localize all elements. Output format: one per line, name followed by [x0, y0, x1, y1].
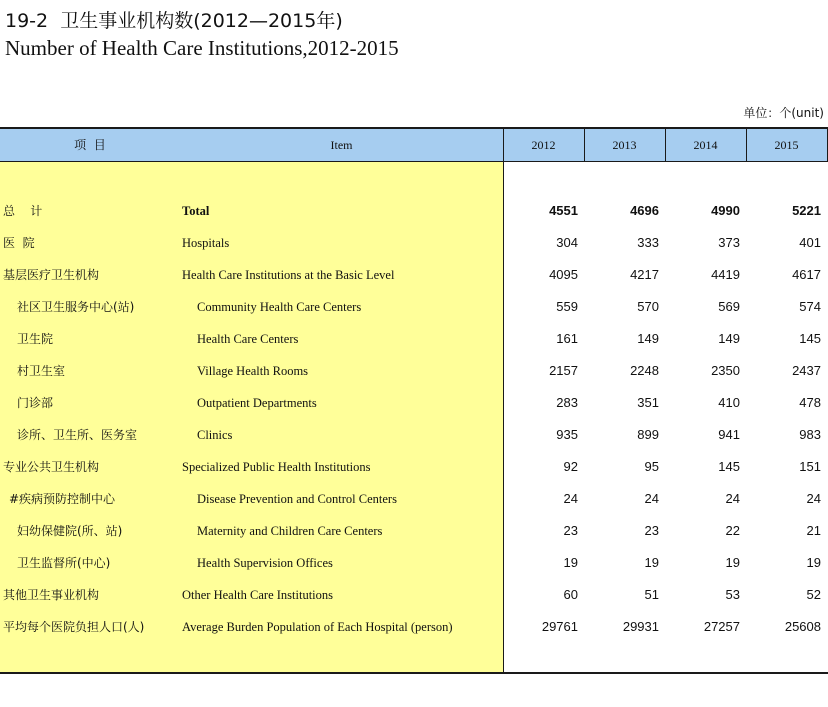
value-cell-2014: 149 — [718, 331, 740, 346]
table-row — [0, 547, 828, 579]
value-cell-2012: 304 — [556, 235, 578, 250]
value-cell-2013: 4217 — [630, 267, 659, 282]
value-cell-2015: 145 — [799, 331, 821, 346]
row-label-chinese: #疾病预防控制中心 — [9, 492, 116, 506]
table-row — [0, 259, 828, 291]
value-cell-2012: 23 — [563, 523, 578, 538]
value-cell-2015: 2437 — [792, 363, 821, 378]
row-label-english: Average Burden Population of Each Hospital (person) — [182, 620, 453, 634]
table-row — [0, 323, 828, 355]
row-label-english: Other Health Care Institutions — [182, 588, 334, 602]
row-label-english: Outpatient Departments — [197, 396, 317, 410]
row-label-chinese: 医 院 — [3, 236, 35, 250]
value-cell-2013: 24 — [644, 491, 659, 506]
row-label-chinese: 基层医疗卫生机构 — [3, 268, 100, 282]
column-divider — [746, 127, 747, 162]
value-cell-2015: 574 — [799, 299, 821, 314]
row-label-chinese: 社区卫生服务中心(站) — [17, 300, 135, 314]
row-label-english: Specialized Public Health Institutions — [182, 460, 371, 474]
row-label-chinese: 专业公共卫生机构 — [3, 460, 100, 474]
value-cell-2012: 935 — [556, 427, 578, 442]
value-cell-2014: 2350 — [711, 363, 740, 378]
value-cell-2013: 51 — [644, 587, 659, 602]
value-cell-2012: 4551 — [549, 203, 578, 218]
value-cell-2013: 2248 — [630, 363, 659, 378]
value-cell-2014: 27257 — [703, 619, 740, 634]
value-cell-2013: 4696 — [630, 203, 659, 218]
value-cell-2012: 19 — [563, 555, 578, 570]
table-row — [0, 515, 828, 547]
table-row — [0, 291, 828, 323]
row-label-english: Health Supervision Offices — [197, 556, 333, 570]
value-cell-2015: 21 — [806, 523, 821, 538]
row-label-english: Health Care Institutions at the Basic Level — [182, 268, 395, 282]
unit-label: 单位：个(unit) — [743, 106, 824, 120]
table-row — [0, 355, 828, 387]
value-cell-2014: 4419 — [711, 267, 740, 282]
row-label-english: Hospitals — [182, 236, 230, 250]
table-row — [0, 387, 828, 419]
value-cell-2014: 145 — [718, 459, 740, 474]
table-bottom-rule — [0, 672, 828, 674]
value-cell-2014: 22 — [725, 523, 740, 538]
column-divider — [665, 127, 666, 162]
header-year-2014: 2014 — [693, 138, 718, 152]
value-cell-2012: 92 — [563, 459, 578, 474]
value-cell-2014: 19 — [725, 555, 740, 570]
row-label-chinese: 其他卫生事业机构 — [3, 588, 100, 602]
row-label-english: Total — [182, 204, 210, 218]
value-cell-2013: 23 — [644, 523, 659, 538]
header-year-2015: 2015 — [774, 138, 799, 152]
table-row — [0, 579, 828, 611]
row-label-chinese: 平均每个医院负担人口(人) — [3, 620, 145, 634]
row-label-chinese: 妇幼保健院(所、站) — [17, 524, 123, 538]
value-cell-2012: 60 — [563, 587, 578, 602]
value-cell-2013: 351 — [637, 395, 659, 410]
value-cell-2015: 983 — [799, 427, 821, 442]
table-row — [0, 451, 828, 483]
row-label-chinese: 村卫生室 — [17, 364, 66, 378]
value-cell-2014: 410 — [718, 395, 740, 410]
value-cell-2015: 478 — [799, 395, 821, 410]
value-cell-2013: 149 — [637, 331, 659, 346]
value-cell-2013: 899 — [637, 427, 659, 442]
value-cell-2012: 283 — [556, 395, 578, 410]
value-cell-2015: 25608 — [784, 619, 821, 634]
value-cell-2012: 161 — [556, 331, 578, 346]
row-label-chinese: 门诊部 — [17, 396, 54, 410]
table-row — [0, 195, 828, 227]
page-title-english: Number of Health Care Institutions,2012-2015 — [5, 36, 399, 60]
row-label-english: Disease Prevention and Control Centers — [197, 492, 397, 506]
value-cell-2012: 4095 — [549, 267, 578, 282]
value-cell-2012: 29761 — [541, 619, 578, 634]
value-cell-2012: 2157 — [549, 363, 578, 378]
value-cell-2015: 5221 — [792, 203, 821, 218]
row-label-english: Village Health Rooms — [197, 364, 309, 378]
header-item-chinese: 项 目 — [74, 138, 106, 152]
value-cell-2015: 4617 — [792, 267, 821, 282]
header-year-2012: 2012 — [531, 138, 556, 152]
value-cell-2015: 151 — [799, 459, 821, 474]
value-cell-2014: 569 — [718, 299, 740, 314]
value-cell-2015: 19 — [806, 555, 821, 570]
value-cell-2014: 24 — [725, 491, 740, 506]
row-label-english: Clinics — [197, 428, 233, 442]
table-row — [0, 611, 828, 643]
header-year-2013: 2013 — [612, 138, 637, 152]
value-cell-2013: 29931 — [622, 619, 659, 634]
value-cell-2013: 95 — [644, 459, 659, 474]
table-row — [0, 483, 828, 515]
row-label-chinese: 诊所、卫生所、医务室 — [17, 428, 138, 442]
value-cell-2014: 941 — [718, 427, 740, 442]
value-cell-2015: 24 — [806, 491, 821, 506]
value-cell-2013: 570 — [637, 299, 659, 314]
table-header — [0, 127, 828, 162]
row-label-english: Health Care Centers — [197, 332, 299, 346]
value-cell-2013: 19 — [644, 555, 659, 570]
table-row — [0, 419, 828, 451]
row-label-chinese: 卫生监督所(中心) — [17, 556, 111, 570]
data-table — [0, 127, 828, 674]
header-item-english: Item — [330, 138, 353, 152]
value-cell-2014: 373 — [718, 235, 740, 250]
value-cell-2012: 24 — [563, 491, 578, 506]
page-title-chinese: 19-2 卫生事业机构数(2012—2015年) — [5, 10, 343, 32]
value-cell-2014: 53 — [725, 587, 740, 602]
value-cell-2015: 401 — [799, 235, 821, 250]
row-label-english: Community Health Care Centers — [197, 300, 362, 314]
value-cell-2014: 4990 — [711, 203, 740, 218]
value-cell-2015: 52 — [806, 587, 821, 602]
row-label-chinese: 总 计 — [3, 204, 43, 218]
row-label-chinese: 卫生院 — [17, 332, 54, 346]
table-row — [0, 227, 828, 259]
value-cell-2012: 559 — [556, 299, 578, 314]
value-cell-2013: 333 — [637, 235, 659, 250]
column-divider — [584, 127, 585, 162]
row-label-english: Maternity and Children Care Centers — [197, 524, 383, 538]
